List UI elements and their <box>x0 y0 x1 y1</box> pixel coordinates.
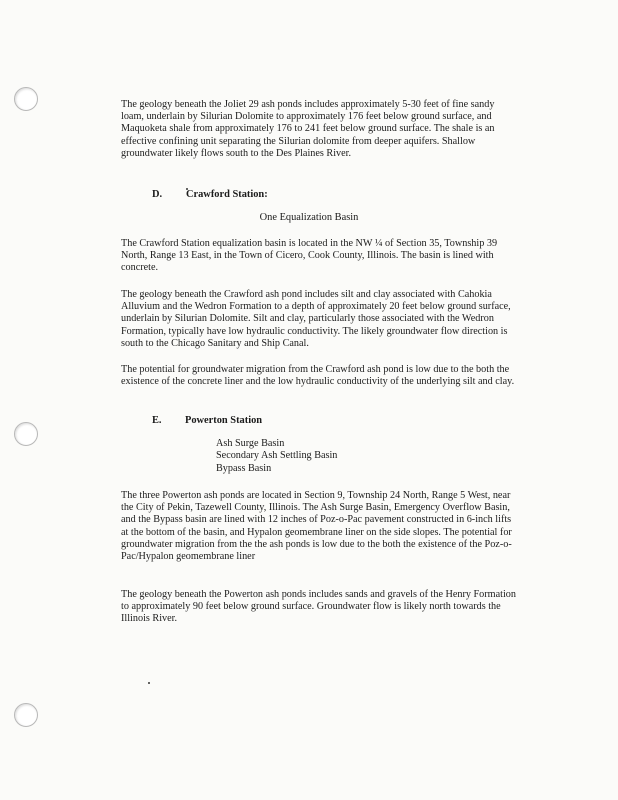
punch-hole-bottom <box>14 703 38 727</box>
section-e-title: Powerton Station <box>185 415 263 426</box>
paragraph-crawford-geology: The geology beneath the Crawford ash pond includes silt and clay associated with Cahokia Alluvium and the Wedron Formation to a depth of approximately 20 feet below ground surface, underlain by Silurian Dolomite. Silt and clay, particularly those associated with the Wedron Formation, typically have low hydraulic conductivity. The likely groundwater flow direction is south to the Chicago Sanitary and Ship Canal. <box>121 289 511 349</box>
powerton-basin-list <box>216 438 337 475</box>
section-d-letter: D. <box>152 189 163 200</box>
paragraph-joliet-geology: The geology beneath the Joliet 29 ash ponds includes approximately 5-30 feet of fine sandy loam, underlain by Silurian Dolomite to approximately 176 feet below ground surface, and Maquoketa shale from approximately 176 to 241 feet below ground surface. The shale is an effective confining unit separating the Silurian dolomite from deeper aquifers. Shallow groundwater likely flows south to the Des Plaines River. <box>121 99 495 159</box>
paragraph-powerton-location: The three Powerton ash ponds are located in Section 9, Township 24 North, Range 5 West, near the City of Pekin, Tazewell County, Illinois. The Ash Surge Basin, Emergency Overflow Basin, and the Bypass basin are lined with 12 inches of Poz-o-Pac pavement constructed in 6-inch lifts at the bottom of the basin, and Hypalon geomembrane liner on the side slopes. The potential for groundwater migration from the the ash ponds is low due to the both the existence of the Poz-o-Pac/Hypalon geomembrane liner <box>121 490 512 563</box>
section-e-letter: E. <box>152 415 162 426</box>
paragraph-crawford-location: The Crawford Station equalization basin is located in the NW ¼ of Section 35, Township 39 North, Range 13 East, in the Town of Cicero, Cook County, Illinois. The basin is lined with concrete. <box>121 238 498 274</box>
basin-item: Secondary Ash Settling Basin <box>216 450 338 462</box>
basin-item: Ash Surge Basin <box>216 438 285 449</box>
section-d-title: Crawford Station: <box>186 189 268 200</box>
paragraph-powerton-geology: The geology beneath the Powerton ash ponds includes sands and gravels of the Henry Formation to approximately 90 feet below ground surface. Groundwater flow is likely north towards the Illinois River. <box>121 589 516 625</box>
scan-speck <box>148 682 150 684</box>
punch-hole-middle <box>14 422 38 446</box>
paragraph-crawford-potential: The potential for groundwater migration from the Crawford ash pond is low due to the both the existence of the concrete liner and the low hydraulic conductivity of the underlying silt and clay. <box>121 364 515 388</box>
punch-hole-top <box>14 87 38 111</box>
section-d-subtitle: One Equalization Basin <box>259 212 359 223</box>
basin-item: Bypass Basin <box>216 462 272 474</box>
